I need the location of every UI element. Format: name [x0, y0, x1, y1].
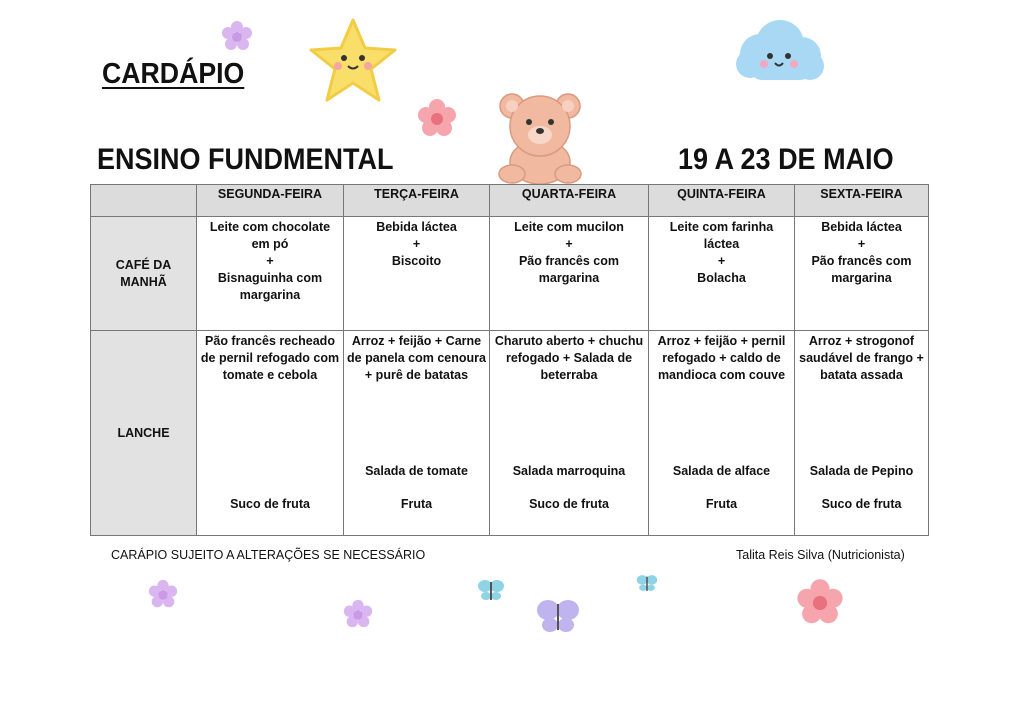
menu-line: +	[412, 237, 421, 251]
menu-line: +	[266, 254, 274, 268]
menu-line: tomate e cebola	[222, 368, 318, 382]
date-range-heading: 19 A 23 DE MAIO	[678, 143, 894, 176]
row-header-breakfast	[91, 217, 197, 331]
menu-line: refogado + Salada de	[505, 351, 633, 365]
day-header: QUARTA-FEIRA	[490, 185, 649, 217]
drink-item: Fruta	[705, 497, 738, 511]
row-header-line: CAFÉ DA	[115, 257, 172, 272]
menu-line: Arroz + feijão + Carne	[351, 334, 482, 348]
butterfly-icon	[477, 576, 505, 604]
butterfly-icon	[536, 596, 580, 636]
star-smiley-icon	[308, 16, 398, 106]
menu-line: refogado + caldo de	[662, 351, 781, 365]
menu-cell	[795, 331, 929, 536]
menu-line: Bolacha	[697, 271, 746, 285]
corner-cell	[91, 185, 197, 217]
flower-lilac-icon	[146, 578, 180, 612]
school-level-heading: ENSINO FUNDMENTAL	[97, 143, 394, 176]
menu-line: margarina	[538, 271, 600, 285]
flower-lilac-icon	[219, 19, 255, 55]
menu-line: Pão francês com	[518, 254, 620, 268]
menu-line: Charuto aberto + chuchu	[494, 334, 644, 348]
menu-line: +	[565, 237, 573, 251]
menu-line: láctea	[703, 237, 740, 251]
menu-line: saudável de frango +	[799, 351, 924, 365]
menu-line: Pão francês com	[811, 254, 912, 268]
menu-line: margarina	[831, 271, 892, 285]
menu-cell	[197, 331, 344, 536]
table-row	[91, 331, 929, 536]
menu-line: Leite com mucilon	[514, 220, 624, 234]
salad-item: Salada marroquina	[512, 464, 626, 478]
teddy-bear-icon	[494, 90, 586, 184]
menu-cell	[649, 217, 795, 331]
menu-line: margarina	[239, 288, 301, 302]
menu-line: Bisnaguinha com	[217, 271, 323, 285]
butterfly-icon	[636, 572, 658, 594]
flower-pink-icon	[795, 578, 845, 628]
menu-line: Arroz + feijão + pernil	[657, 334, 786, 348]
table-row	[91, 217, 929, 331]
menu-line: de pernil refogado com	[200, 351, 340, 365]
flower-pink-icon	[416, 98, 458, 140]
salad-item: Salada de alface	[672, 464, 771, 478]
menu-line: Leite com farinha	[669, 220, 774, 234]
menu-line: Arroz + strogonof	[808, 334, 915, 348]
menu-line: +	[857, 237, 866, 251]
menu-line: +	[717, 254, 726, 268]
cloud-smiley-icon	[730, 16, 826, 88]
menu-line: Biscoito	[391, 254, 442, 268]
menu-line: mandioca com couve	[657, 368, 786, 382]
menu-cell	[795, 217, 929, 331]
salad-item: Salada de tomate	[365, 464, 468, 478]
menu-line: beterraba	[540, 368, 598, 382]
menu-line: batata assada	[820, 368, 903, 382]
drink-item: Suco de fruta	[230, 497, 310, 511]
drink-item: Fruta	[400, 497, 433, 511]
flower-lilac-icon	[341, 598, 375, 632]
menu-line: Leite com chocolate	[209, 220, 331, 234]
menu-line: Pão francês recheado	[205, 334, 335, 348]
disclaimer-note: CARÁPIO SUJEITO A ALTERAÇÕES SE NECESSÁRIO	[111, 548, 426, 562]
menu-cell	[197, 217, 344, 331]
menu-cell	[490, 331, 649, 536]
menu-line: de panela com cenoura	[347, 351, 486, 365]
nutritionist-signature: Talita Reis Silva (Nutricionista)	[736, 548, 905, 562]
menu-line: em pó	[251, 237, 289, 251]
menu-cell	[344, 217, 490, 331]
menu-cell	[490, 217, 649, 331]
salad-item: Salada de Pepino	[809, 464, 914, 478]
drink-item: Suco de fruta	[821, 497, 902, 511]
menu-cell	[344, 331, 490, 536]
page-title: CARDÁPIO	[102, 58, 245, 90]
row-header-snack: LANCHE	[91, 331, 197, 536]
drink-item: Suco de fruta	[529, 497, 609, 511]
row-header-line: MANHÃ	[120, 274, 167, 289]
menu-cell	[649, 331, 795, 536]
day-header: TERÇA-FEIRA	[344, 185, 490, 217]
menu-line: Bebida láctea	[376, 220, 457, 234]
menu-line: + purê de batatas	[364, 368, 469, 382]
day-header: SEXTA-FEIRA	[795, 185, 929, 217]
table-header-row	[91, 185, 929, 217]
day-header: QUINTA-FEIRA	[649, 185, 795, 217]
day-header: SEGUNDA-FEIRA	[197, 185, 344, 217]
menu-table	[90, 184, 929, 536]
menu-line: Bebida láctea	[821, 220, 902, 234]
